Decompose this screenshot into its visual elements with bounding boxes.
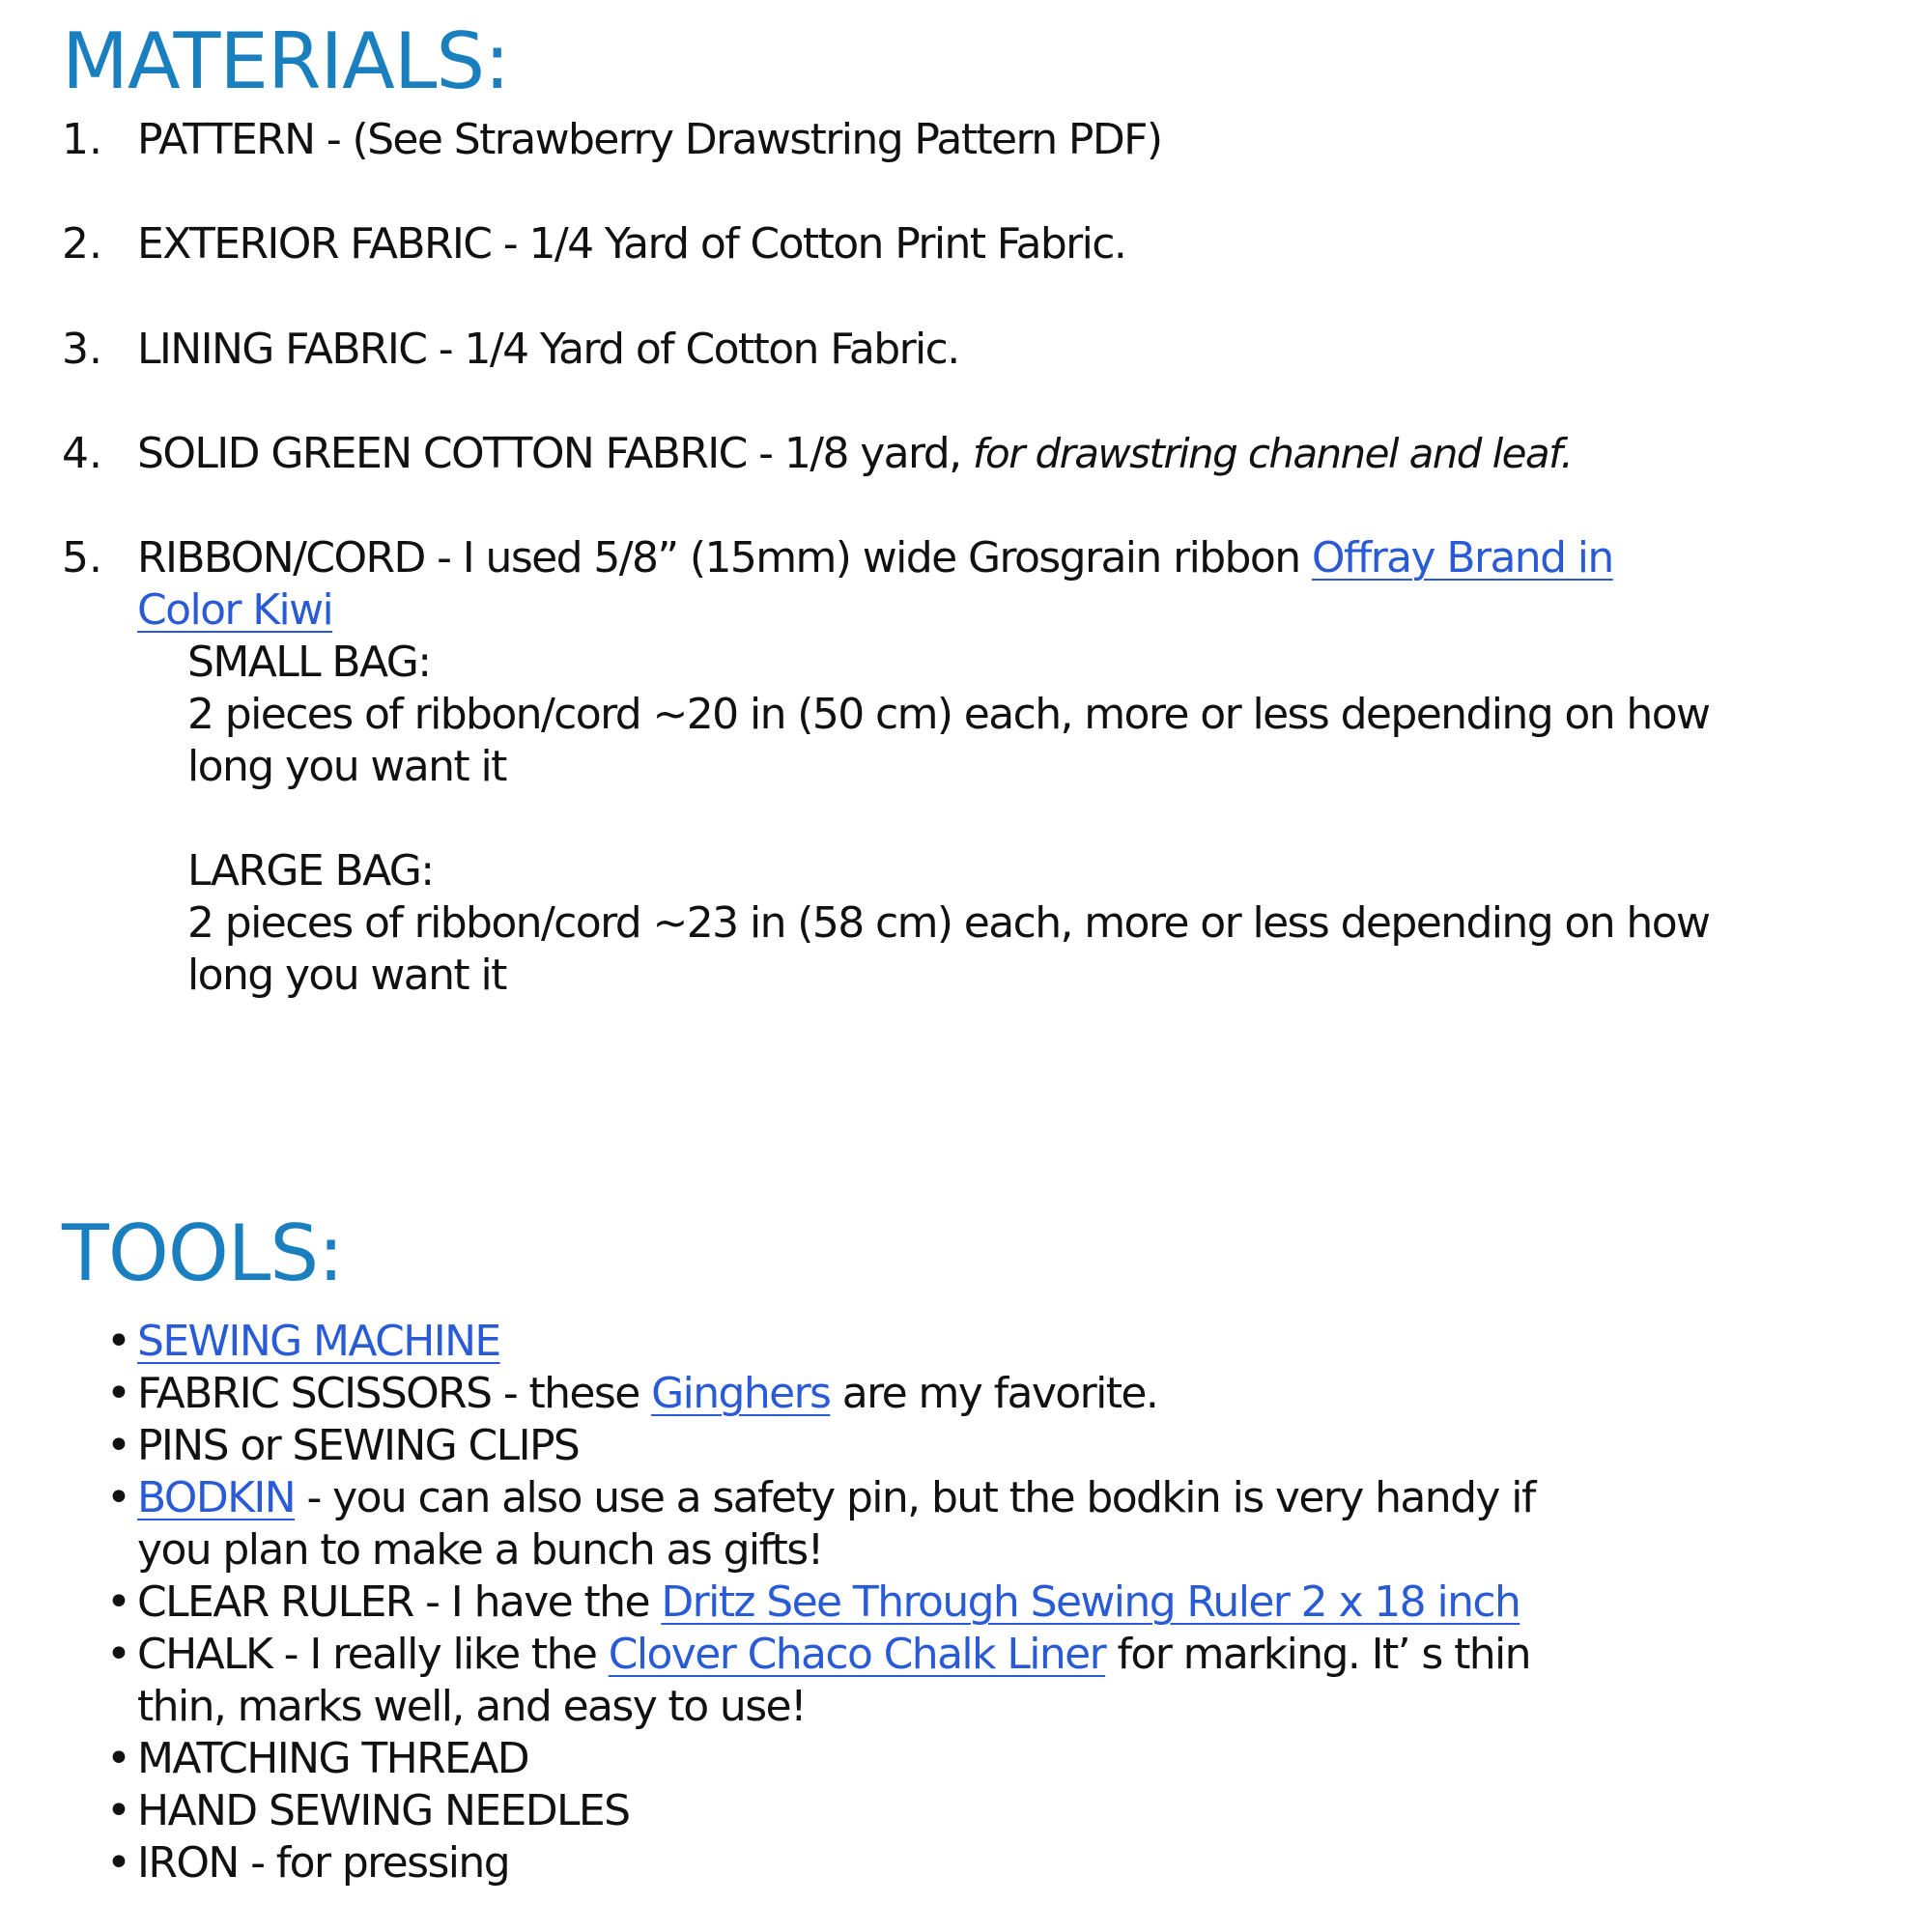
dritz-ruler-link[interactable]: Dritz See Through Sewing Ruler 2 x 18 inch [661,1577,1520,1627]
material-item-ribbon-text: RIBBON/CORD - I used 5/8” (15mm) wide Grosgrain ribbon [137,533,1312,582]
material-item-lining-fabric: LINING FABRIC - 1/4 Yard of Cotton Fabric. [137,325,959,374]
bodkin-link[interactable]: BODKIN [137,1473,296,1522]
bullet-icon: • [106,1786,131,1835]
tools-heading: TOOLS: [62,1208,344,1298]
clover-chalk-link[interactable]: Clover Chaco Chalk Liner [608,1630,1106,1679]
tool-item-needles: HAND SEWING NEEDLES [137,1786,630,1835]
bullet-icon: • [106,1421,131,1470]
bullet-icon: • [106,1317,131,1366]
offray-brand-link-cont[interactable]: Color Kiwi [137,585,333,635]
tool-item-thread: MATCHING THREAD [137,1734,529,1783]
tool-item-pins: PINS or SEWING CLIPS [137,1421,580,1470]
material-item-green-fabric-text: SOLID GREEN COTTON FABRIC - 1/8 yard, [137,429,973,478]
bullet-icon: • [106,1473,131,1522]
material-item-pattern: PATTERN - (See Strawberry Drawstring Pattern PDF) [137,115,1162,164]
bullet-icon: • [106,1369,131,1418]
ginghers-link[interactable]: Ginghers [651,1369,831,1418]
chalk-text-end: for marking. It’ s thin [1105,1630,1530,1679]
small-bag-label: SMALL BAG: [187,638,431,687]
scissors-text-end: are my favorite. [830,1369,1158,1418]
tool-item-chalk-cont: thin, marks well, and easy to use! [137,1682,807,1731]
item-number: 5. [62,533,102,582]
tool-item-chalk [137,1629,1530,1681]
tool-item-iron: IRON - for pressing [137,1838,510,1888]
chalk-text: CHALK - I really like the [137,1630,609,1679]
item-number: 2. [62,219,102,269]
materials-heading: MATERIALS: [62,16,510,106]
material-item-green-fabric [137,428,1572,480]
scissors-text: FABRIC SCISSORS - these [137,1369,652,1418]
ruler-text: CLEAR RULER - I have the [137,1577,662,1627]
large-bag-desc-1: 2 pieces of ribbon/cord ~23 in (58 cm) each, more or less depending on how [187,898,1710,948]
tool-item-sewing-machine [137,1316,500,1368]
tool-item-bodkin-cont: you plan to make a bunch as gifts! [137,1525,823,1575]
large-bag-label: LARGE BAG: [187,846,434,895]
tool-item-scissors [137,1368,1157,1420]
material-item-ribbon [137,532,1613,584]
tool-item-ruler [137,1577,1520,1629]
material-item-exterior-fabric: EXTERIOR FABRIC - 1/4 Yard of Cotton Print Fabric. [137,219,1126,269]
bullet-icon: • [106,1630,131,1679]
small-bag-desc-1: 2 pieces of ribbon/cord ~20 in (50 cm) each, more or less depending on how [187,690,1710,739]
tool-item-bodkin [137,1472,1535,1524]
material-item-green-fabric-note: for drawstring channel and leaf. [972,430,1573,477]
bullet-icon: • [106,1734,131,1783]
material-item-ribbon-cont [137,584,332,637]
large-bag-desc-2: long you want it [187,951,506,1000]
small-bag-desc-2: long you want it [187,742,506,791]
bodkin-text: - you can also use a safety pin, but the bodkin is very handy if [295,1473,1535,1522]
bullet-icon: • [106,1838,131,1888]
bullet-icon: • [106,1577,131,1627]
item-number: 4. [62,429,102,478]
item-number: 3. [62,325,102,374]
offray-brand-link[interactable]: Offray Brand in [1311,533,1613,582]
item-number: 1. [62,115,102,164]
sewing-machine-link[interactable]: SEWING MACHINE [137,1317,500,1366]
